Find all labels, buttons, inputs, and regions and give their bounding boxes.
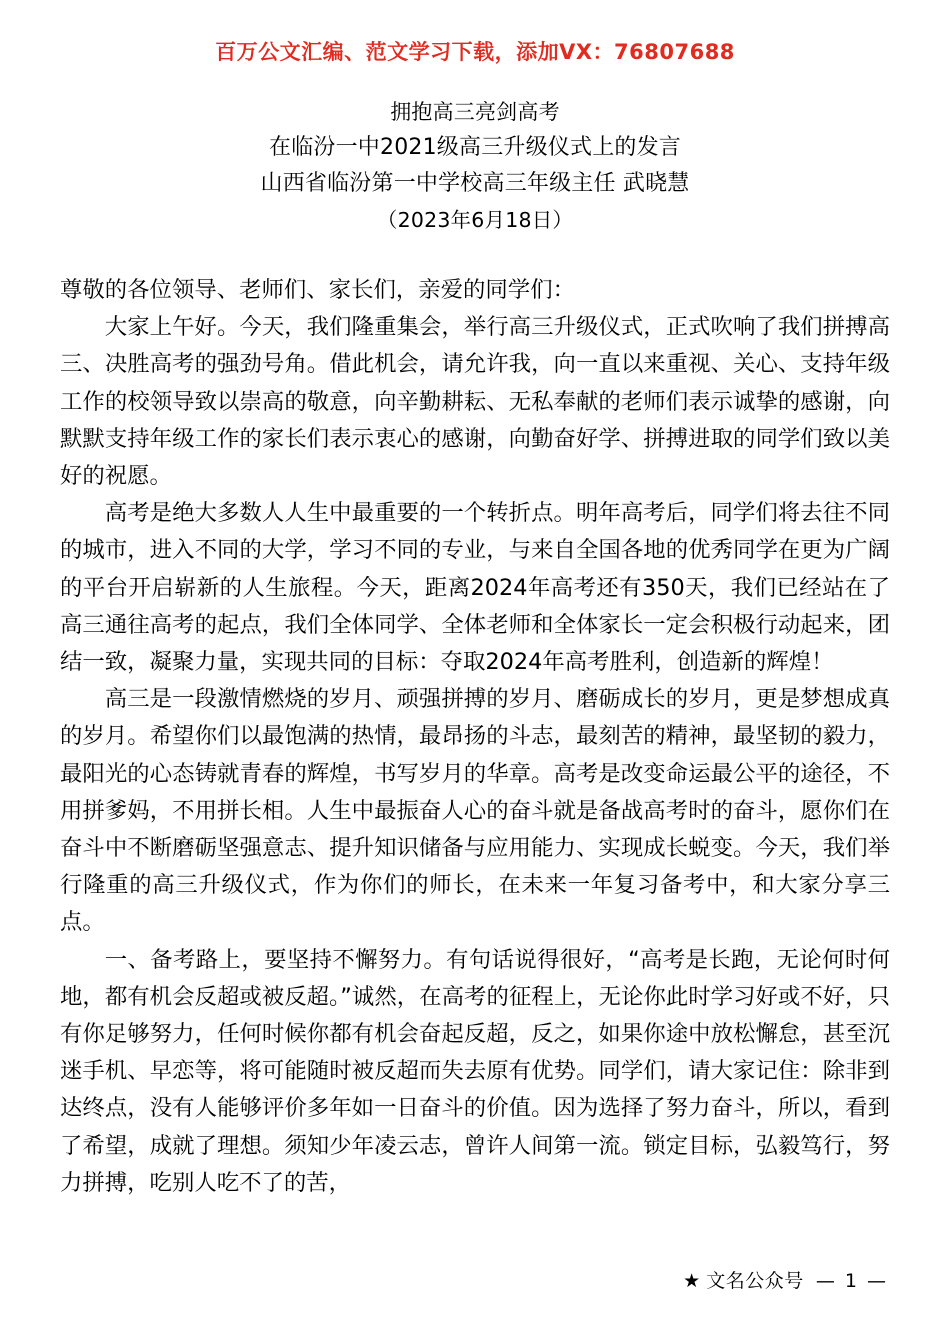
title-line-author: 山西省临汾第一中学校高三年级主任 武晓慧 — [260, 171, 690, 196]
document-title-block — [0, 94, 950, 238]
footer-brand-label: 文名公众号 — [706, 1270, 804, 1292]
document-body — [60, 272, 890, 1202]
star-icon: ★ — [683, 1270, 701, 1292]
title-line-subtitle: 在临汾一中2021级高三升级仪式上的发言 — [269, 135, 681, 160]
paragraph-greeting: 大家上午好。今天，我们隆重集会，举行高三升级仪式，正式吹响了我们拼搏高三、决胜高考的强劲号角。借此机会，请允许我，向一直以来重视、关心、支持年级工作的校领导致以崇高的敬意，向辛勤耕耘、无私奉献的老师们表示诚挚的感谢，向默默支持年级工作的家长们表示衷心的感谢，向勤奋好学、拼搏进取的同学们致以美好的祝愿。 — [60, 314, 890, 490]
page-footer — [0, 1268, 950, 1294]
paragraph-point-one: 一、备考路上，要坚持不懈努力。有句话说得很好，“高考是长跑，无论何时何地，都有机会反超或被反超。”诚然，在高考的征程上，无论你此时学习好或不好，只有你足够努力，任何时候你都有机会奋起反超，反之，如果你途中放松懈怠，甚至沉迷手机、早恋等，将可能随时被反超而失去原有优势。同学们，请大家记住：除非到达终点，没有人能够评价多年如一日奋斗的价值。因为选择了努力奋斗，所以，看到了希望，成就了理想。须知少年凌云志，曾许人间第一流。锁定目标，弘毅笃行，努力拼搏，吃别人吃不了的苦， — [60, 946, 890, 1196]
paragraph-turning-point: 高考是绝大多数人人生中最重要的一个转折点。明年高考后，同学们将去往不同的城市，进入不同的大学，学习不同的专业，与来自全国各地的优秀同学在更为广阔的平台开启崭新的人生旅程。今天，距离2024年高考还有350天，我们已经站在了高三通往高考的起点，我们全体同学、全体老师和全体家长一定会积极行动起来，团结一致，凝聚力量，实现共同的目标：夺取2024年高考胜利，创造新的辉煌！ — [60, 500, 890, 676]
promo-banner: 百万公文汇编、范文学习下载，添加VX：76807688 — [215, 40, 735, 64]
paragraph-passion-years: 高三是一段激情燃烧的岁月、顽强拼搏的岁月、磨砺成长的岁月，更是梦想成真的岁月。希望你们以最饱满的热情，最昂扬的斗志，最刻苦的精神，最坚韧的毅力，最阳光的心态铸就青春的辉煌，书写岁月的华章。高考是改变命运最公平的途径，不用拼爹妈，不用拼长相。人生中最振奋人心的奋斗就是备战高考时的奋斗，愿你们在奋斗中不断磨砺坚强意志、提升知识储备与应用能力、实现成长蜕变。今天，我们举行隆重的高三升级仪式，作为你们的师长，在未来一年复习备考中，和大家分享三点。 — [60, 686, 890, 936]
paragraph-salutation: 尊敬的各位领导、老师们、家长们，亲爱的同学们： — [60, 277, 575, 303]
title-line-main: 拥抱高三亮剑高考 — [390, 100, 560, 124]
page-number: — 1 — — [815, 1270, 888, 1292]
title-line-date: （2023年6月18日） — [376, 208, 574, 232]
